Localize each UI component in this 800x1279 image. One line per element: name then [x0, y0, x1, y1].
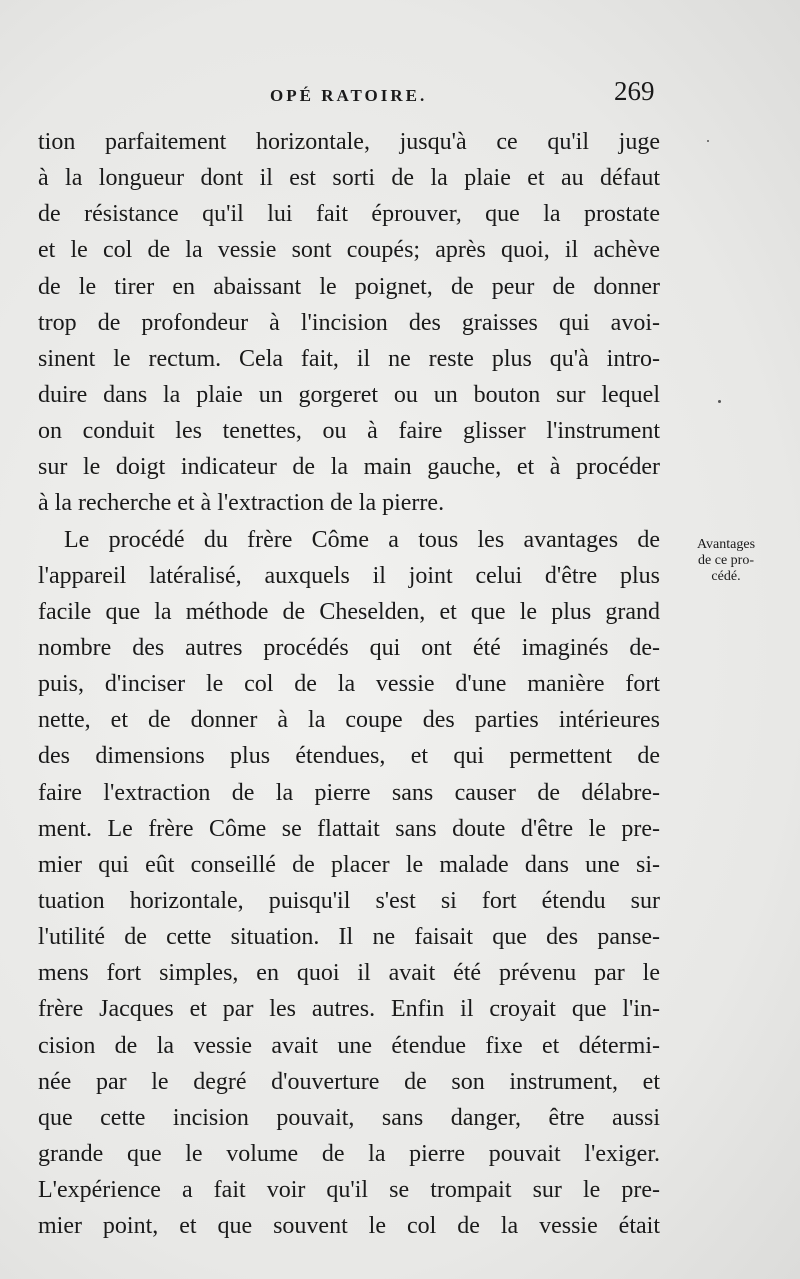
text-line: à la longueur dont il est sorti de la plaie et au défaut	[38, 165, 660, 192]
text-line: L'expérience a fait voir qu'il se trompait sur le pre-	[38, 1177, 660, 1204]
text-line: nette, et de donner à la coupe des parties intérieures	[38, 707, 660, 734]
text-line: ment. Le frère Côme se flattait sans doute d'être le pre-	[38, 815, 660, 842]
text-line: grande que le volume de la pierre pouvait l'exiger.	[38, 1140, 660, 1167]
ink-speck	[707, 140, 709, 142]
margin-note	[676, 537, 776, 585]
margin-note-line: Avantages	[696, 537, 756, 552]
text-line: l'appareil latéralisé, auxquels il joint celui d'être plus	[38, 562, 660, 589]
text-line: facile que la méthode de Cheselden, et que le plus grand	[38, 598, 660, 625]
text-line: née par le degré d'ouverture de son instrument, et	[38, 1068, 660, 1095]
text-line: faire l'extraction de la pierre sans causer de délabre-	[38, 779, 660, 806]
text-line: cision de la vessie avait une étendue fixe et détermi-	[38, 1032, 660, 1059]
text-line: mier qui eût conseillé de placer le malade dans une si-	[38, 851, 660, 878]
text-line: l'utilité de cette situation. Il ne faisait que des panse-	[38, 924, 660, 951]
margin-note-line: de ce pro-	[698, 553, 754, 568]
running-title: OPÉ RATOIRE.	[270, 86, 428, 105]
margin-note-line: cédé.	[711, 569, 741, 584]
ink-speck	[718, 400, 721, 403]
text-line: sur le doigt indicateur de la main gauche, et à procéder	[38, 454, 660, 481]
text-line: nombre des autres procédés qui ont été imaginés de-	[38, 634, 660, 661]
text-line: tuation horizontale, puisqu'il s'est si fort étendu sur	[38, 887, 660, 914]
text-line: mier point, et que souvent le col de la vessie était	[38, 1213, 660, 1240]
paragraph-start-line: Le procédé du frère Côme a tous les avantages de	[64, 526, 660, 553]
page-number: 269	[614, 76, 655, 106]
text-line: frère Jacques et par les autres. Enfin il croyait que l'in-	[38, 996, 660, 1023]
paragraph-end-line: à la recherche et à l'extraction de la pierre.	[38, 490, 445, 517]
text-line: on conduit les tenettes, ou à faire glisser l'instrument	[38, 418, 660, 445]
body-text	[38, 124, 660, 1244]
text-line: des dimensions plus étendues, et qui permettent de	[38, 743, 660, 770]
text-line: mens fort simples, en quoi il avait été prévenu par le	[38, 960, 660, 987]
text-line: duire dans la plaie un gorgeret ou un bouton sur lequel	[38, 381, 660, 408]
text-line: et le col de la vessie sont coupés; après quoi, il achève	[38, 237, 660, 264]
text-line: trop de profondeur à l'incision des graisses qui avoi-	[38, 309, 660, 336]
text-line: puis, d'inciser le col de la vessie d'une manière fort	[38, 671, 660, 698]
text-line: de résistance qu'il lui fait éprouver, que la prostate	[38, 201, 660, 228]
text-line: que cette incision pouvait, sans danger, être aussi	[38, 1104, 660, 1131]
text-line: sinent le rectum. Cela fait, il ne reste plus qu'à intro-	[38, 345, 660, 372]
text-line: de le tirer en abaissant le poignet, de peur de donner	[38, 273, 660, 300]
text-line: tion parfaitement horizontale, jusqu'à ce qu'il juge	[38, 129, 660, 155]
